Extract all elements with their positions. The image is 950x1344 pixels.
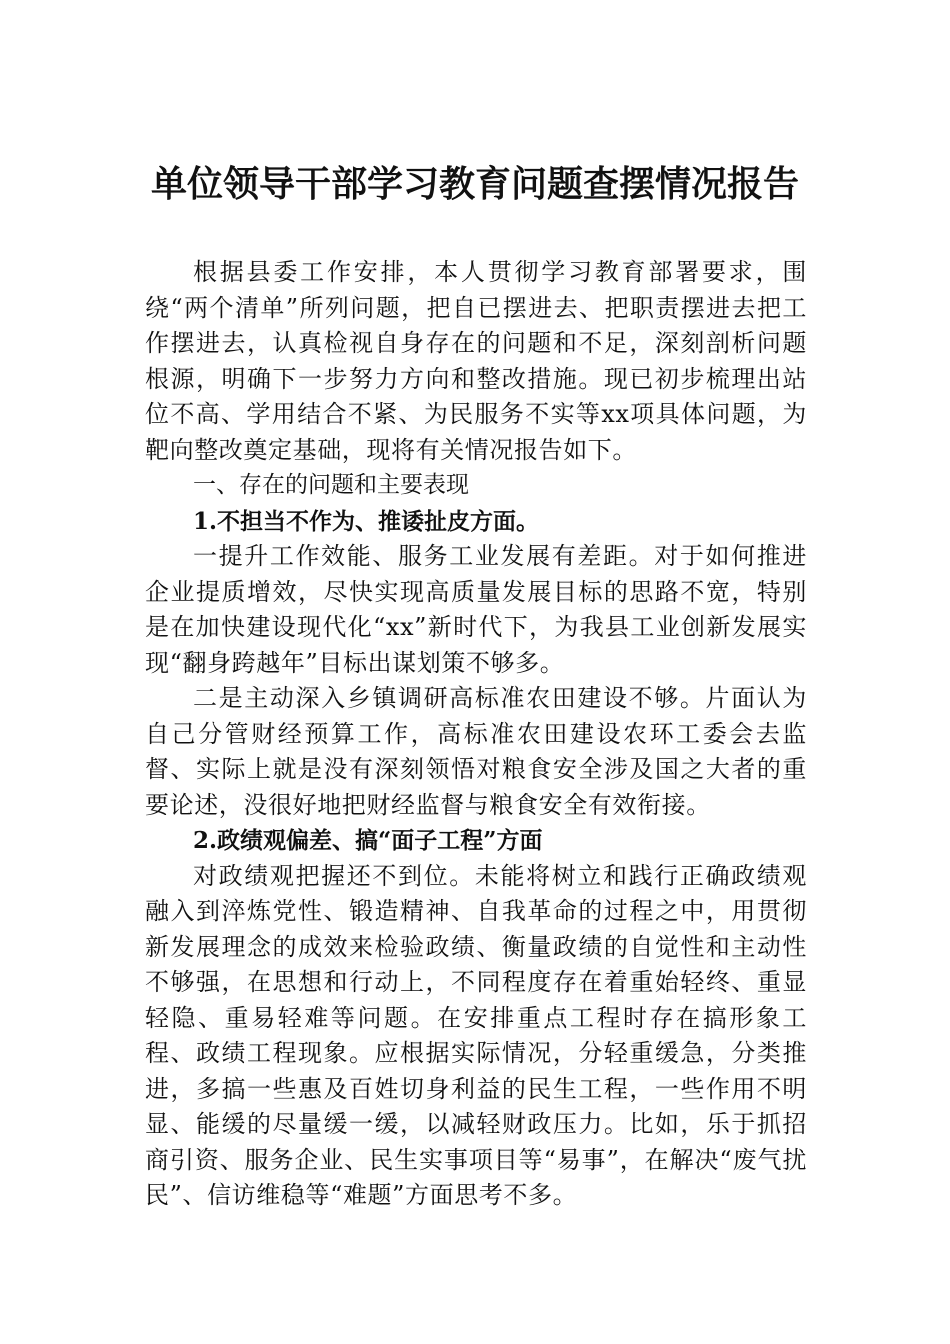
intro-paragraph: 根据县委工作安排，本人贯彻学习教育部署要求，围绕“两个清单”所列问题，把自已摆进去、把职责摆进去把工作摆进去，认真检视自身存在的问题和不足，深刻剖析问题根源，明确下一步努力方向和整改措施。现已初步梳理出站位不高、学用结合不紧、为民服务不实等xx项具体问题，为靶向整改奠定基础，现将有关情况报告如下。 xyxy=(145,258,807,464)
subsection-2-paragraph-1: 对政绩观把握还不到位。未能将树立和践行正确政绩观融入到淬炼党性、锻造精神、自我革命的过程之中，用贯彻新发展理念的成效来检验政绩、衡量政绩的自觉性和主动性不够强，在思想和行动上，不同程度存在着重始轻终、重显轻隐、重易轻难等问题。在安排重点工程时存在搞形象工程、政绩工程现象。应根据实际情况，分轻重缓急，分类推进，多搞一些惠及百姓切身利益的民生工程，一些作用不明显、能缓的尽量缓一缓，以减轻财政压力。比如，乐于抓招商引资、服务企业、民生实事项目等“易事”，在解决“废气扰民”、信访维稳等“难题”方面思考不多。 xyxy=(145,861,807,1209)
subsection-heading-2: 2.政绩观偏差、搞“面子工程”方面 xyxy=(193,827,543,854)
document-title: 单位领导干部学习教育问题查摆情况报告 xyxy=(150,163,799,205)
subsection-heading-1: 1.不担当不作为、推诿扯皮方面。 xyxy=(193,507,540,535)
subsection-1-paragraph-1: 一提升工作效能、服务工业发展有差距。对于如何推进企业提质增效，尽快实现高质量发展目标的思路不宽，特别是在加快建设现代化“xx”新时代下，为我县工业创新发展实现“翻身跨越年”目标出谋划策不够多。 xyxy=(145,542,807,677)
subsection-1-paragraph-2: 二是主动深入乡镇调研高标准农田建设不够。片面认为自己分管财经预算工作，高标准农田建设农环工委会去监督、实际上就是没有深刻领悟对粮食安全涉及国之大者的重要论述，没很好地把财经监督与粮食安全有效衔接。 xyxy=(145,684,807,819)
section-heading-problems: 一、存在的问题和主要表现 xyxy=(193,472,469,498)
document-body xyxy=(145,255,807,1214)
